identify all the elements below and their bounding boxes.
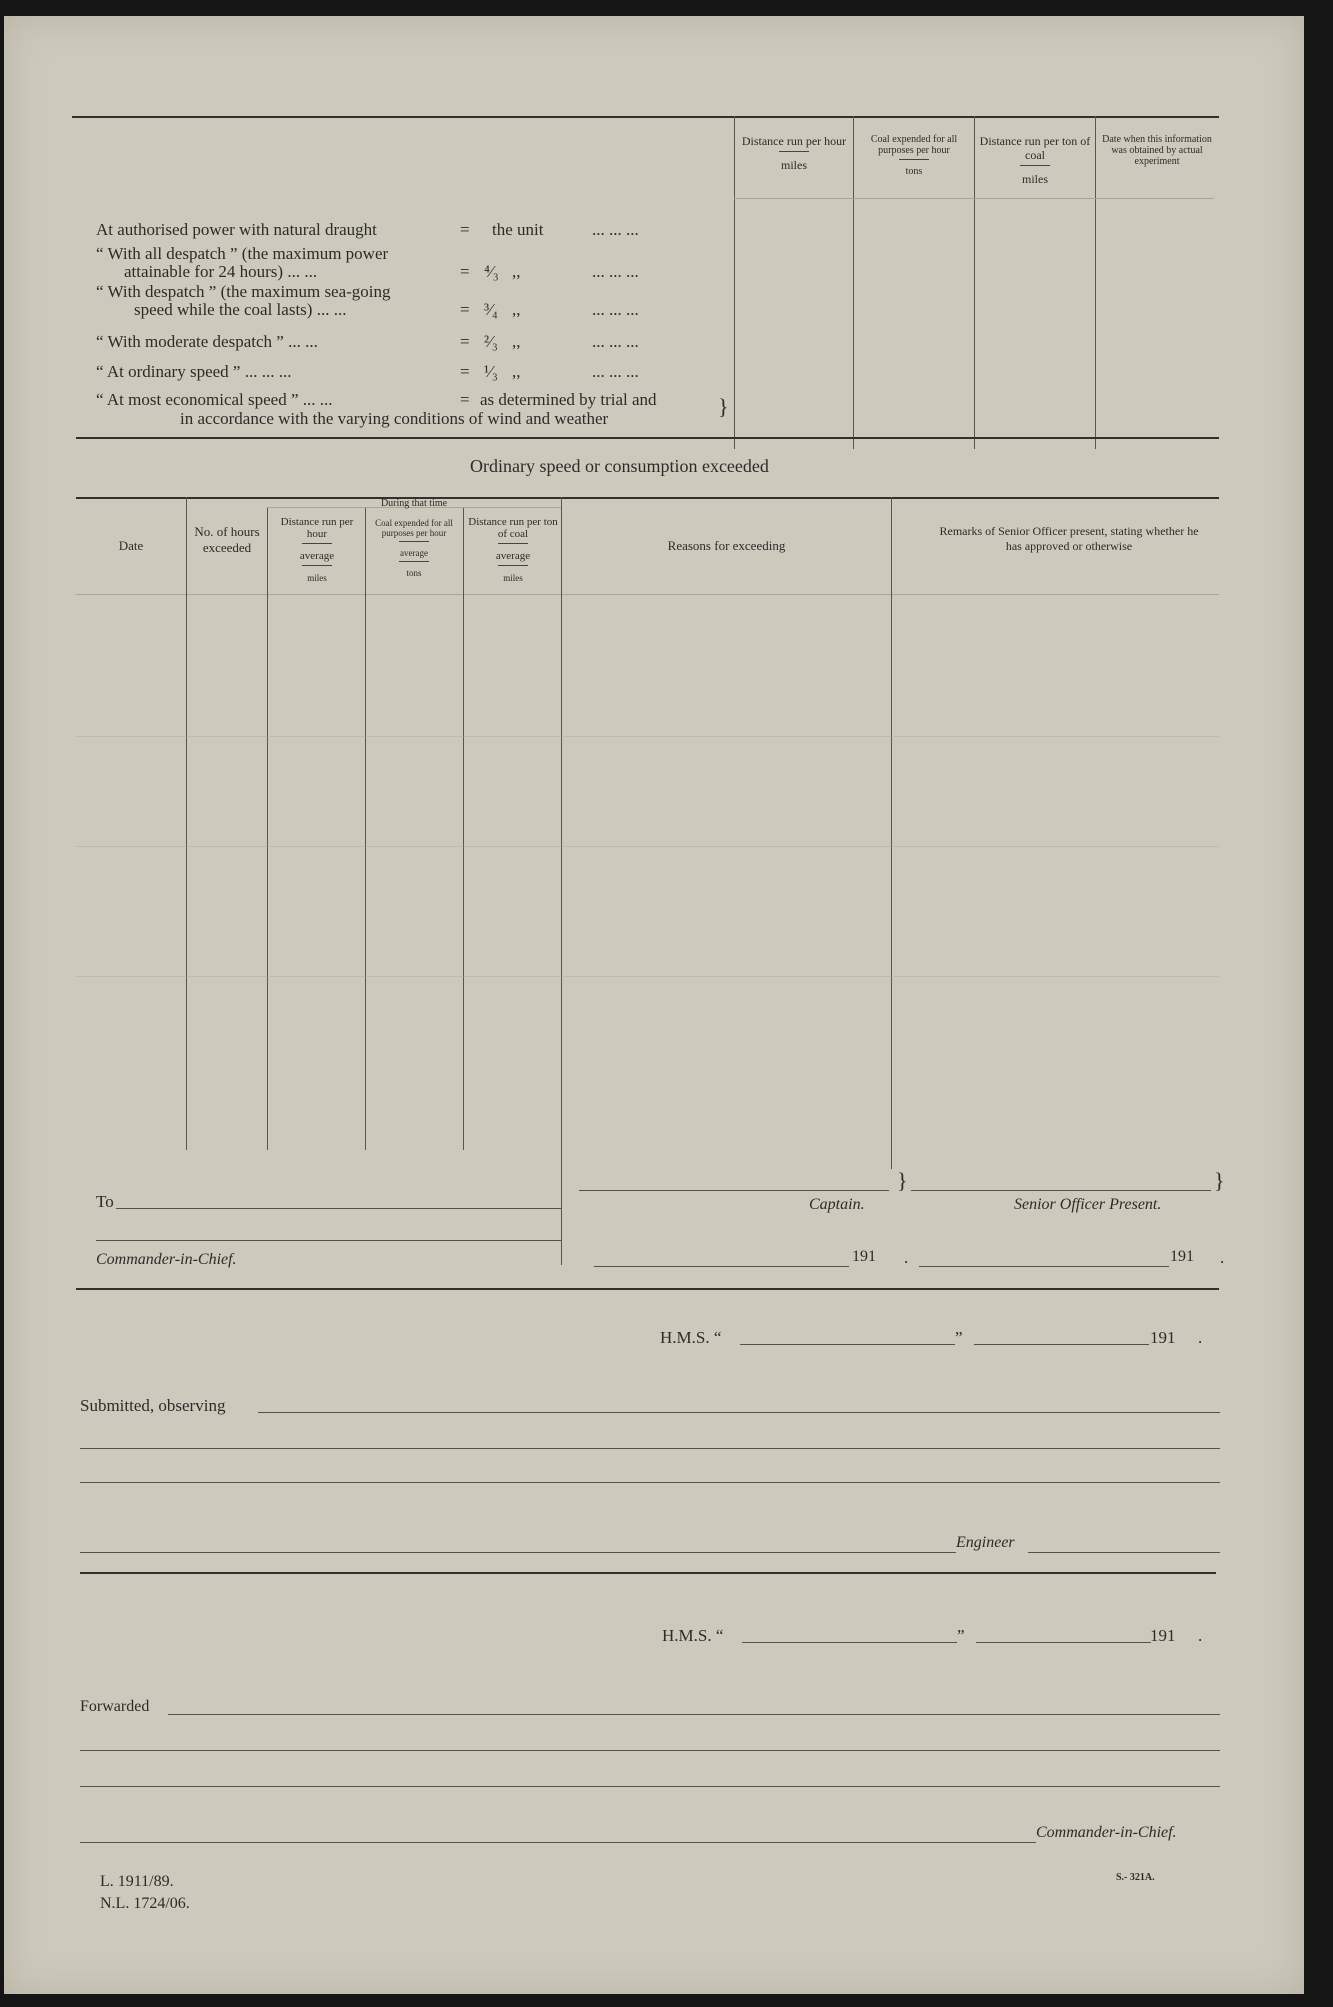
- row-value: as determined by trial and: [480, 390, 657, 409]
- col-header-dist-per-ton: Distance run per ton of coal average miles: [468, 516, 558, 583]
- brace-glyph: }: [1214, 1168, 1225, 1193]
- captain-date-year: 191: [852, 1248, 876, 1265]
- col-divider: [365, 507, 366, 1150]
- period: .: [1220, 1248, 1225, 1267]
- row-equals: =: [460, 300, 470, 319]
- forwarded-label: Forwarded: [80, 1698, 150, 1715]
- row-label-cont: speed while the coal lasts) ... ...: [134, 300, 347, 319]
- senior-date-year: 191: [1170, 1248, 1194, 1265]
- reference-number: N.L. 1724/06.: [100, 1895, 190, 1912]
- section-rule: [80, 1572, 1216, 1574]
- row-fraction: ¹⁄₃: [484, 362, 498, 381]
- row-ditto: ,,: [512, 332, 521, 351]
- date-line[interactable]: [976, 1642, 1151, 1643]
- col-divider: [974, 116, 975, 449]
- year: 191: [1150, 1328, 1176, 1347]
- captain-signature-line[interactable]: [579, 1190, 889, 1191]
- ship-name-line[interactable]: [740, 1344, 955, 1345]
- submitted-field-line[interactable]: [258, 1412, 1220, 1413]
- engineer-label: Engineer: [956, 1534, 1015, 1551]
- senior-officer-signature-line[interactable]: [911, 1190, 1211, 1191]
- close-quote: ”: [957, 1626, 965, 1645]
- row-dots: ... ... ...: [592, 362, 639, 381]
- section-rule: [76, 1288, 1219, 1290]
- period: .: [1198, 1626, 1203, 1645]
- reference-number: L. 1911/89.: [100, 1873, 174, 1890]
- to-field-line[interactable]: [116, 1208, 561, 1209]
- ruled-line: [76, 846, 1219, 847]
- row-label: At authorised power with natural draught: [96, 220, 377, 239]
- row-fraction: ³⁄₄: [484, 300, 498, 319]
- form-number: S.- 321A.: [1116, 1872, 1155, 1883]
- col-divider: [853, 116, 854, 449]
- col-header-date: Date: [118, 538, 144, 553]
- section-title: Ordinary speed or consumption exceeded: [470, 456, 769, 476]
- row-label: “ With despatch ” (the maximum sea-going: [96, 282, 391, 301]
- senior-date-line[interactable]: [919, 1266, 1169, 1267]
- row-dots: ... ... ...: [592, 220, 639, 239]
- row-equals: =: [460, 262, 470, 281]
- top-rule: [72, 116, 1219, 118]
- ship-name-line[interactable]: [742, 1642, 957, 1643]
- col-header-hours: No. of hours exceeded: [194, 524, 260, 555]
- row-label: “ At most economical speed ” ... ...: [96, 390, 333, 409]
- col-header-distance-per-hour: Distance run per hour miles: [741, 134, 847, 172]
- row-ditto: ,,: [512, 362, 521, 381]
- col-header-distance-per-ton: Distance run per ton of coal miles: [979, 134, 1091, 186]
- commander-label: Commander-in-Chief.: [96, 1251, 237, 1268]
- col-header-coal-per-hour: Coal expended for all purposes per hour tons: [870, 134, 958, 177]
- col-header-coal-per-hour: Coal expended for all purposes per hour average tons: [375, 518, 453, 578]
- row-fraction: ⁴⁄₃: [484, 262, 499, 281]
- ruled-line: [76, 736, 1219, 737]
- submitted-label: Submitted, observing: [80, 1396, 226, 1415]
- col-header-date-obtained: Date when this information was obtained by actual experiment: [1102, 134, 1212, 167]
- captain-date-line[interactable]: [594, 1266, 849, 1267]
- brace-glyph: }: [897, 1168, 908, 1193]
- col-divider: [561, 497, 562, 1265]
- row-label-cont: attainable for 24 hours) ... ...: [124, 262, 318, 281]
- row-ditto: ,,: [512, 262, 521, 281]
- engineer-signature-line[interactable]: [80, 1552, 956, 1553]
- close-quote: ”: [955, 1328, 963, 1347]
- row-ditto: ,,: [512, 300, 521, 319]
- commander-signature-line[interactable]: [80, 1842, 1036, 1843]
- group-header: During that time: [380, 498, 448, 509]
- col-divider: [891, 497, 892, 1169]
- hms-label: H.M.S. “: [660, 1328, 722, 1347]
- submitted-field-line-3[interactable]: [80, 1482, 1220, 1483]
- brace-glyph: }: [718, 394, 729, 419]
- col-divider: [463, 507, 464, 1150]
- year: 191: [1150, 1626, 1176, 1645]
- submitted-field-line-2[interactable]: [80, 1448, 1220, 1449]
- ruled-line: [76, 976, 1219, 977]
- forwarded-field-line-2[interactable]: [80, 1750, 1220, 1751]
- row-dots: ... ... ...: [592, 332, 639, 351]
- forwarded-field-line-3[interactable]: [80, 1786, 1220, 1787]
- captain-label: Captain.: [809, 1196, 865, 1213]
- row-equals: =: [460, 362, 470, 381]
- date-line[interactable]: [974, 1344, 1149, 1345]
- to-label: To: [96, 1192, 114, 1211]
- forwarded-field-line[interactable]: [168, 1714, 1220, 1715]
- period: .: [1198, 1328, 1203, 1347]
- col-divider: [267, 507, 268, 1150]
- table-header-underline: [76, 594, 1219, 595]
- col-divider: [734, 116, 735, 449]
- engineer-name-line[interactable]: [1028, 1552, 1220, 1553]
- row-equals: =: [460, 220, 470, 239]
- period: .: [904, 1248, 909, 1267]
- form-page: [4, 16, 1304, 1994]
- col-header-dist-per-hour: Distance run per hour average miles: [280, 516, 354, 583]
- row-dots: ... ... ...: [592, 300, 639, 319]
- row-label: “ With all despatch ” (the maximum power: [96, 244, 389, 263]
- commander-label: Commander-in-Chief.: [1036, 1824, 1177, 1841]
- row-dots: ... ... ...: [592, 262, 639, 281]
- row-value: the unit: [492, 220, 544, 239]
- top-table-bottom-rule: [76, 437, 1219, 439]
- col-header-reasons: Reasons for exceeding: [667, 538, 786, 553]
- row-fraction: ²⁄₃: [484, 332, 498, 351]
- table-top-rule: [76, 497, 1219, 499]
- col-divider: [1095, 116, 1096, 449]
- row-label: “ At ordinary speed ” ... ... ...: [96, 362, 292, 381]
- row-label-cont: in accordance with the varying conditions of wind and weather: [180, 409, 609, 428]
- col-divider: [186, 497, 187, 1150]
- hms-label: H.M.S. “: [662, 1626, 724, 1645]
- row-equals: =: [460, 390, 470, 409]
- row-equals: =: [460, 332, 470, 351]
- header-underline: [734, 198, 1214, 199]
- col-header-remarks: Remarks of Senior Officer present, stating whether he has approved or otherwise: [939, 524, 1199, 553]
- to-field-line-2[interactable]: [96, 1240, 561, 1241]
- senior-officer-label: Senior Officer Present.: [1014, 1196, 1162, 1213]
- row-label: “ With moderate despatch ” ... ...: [96, 332, 318, 351]
